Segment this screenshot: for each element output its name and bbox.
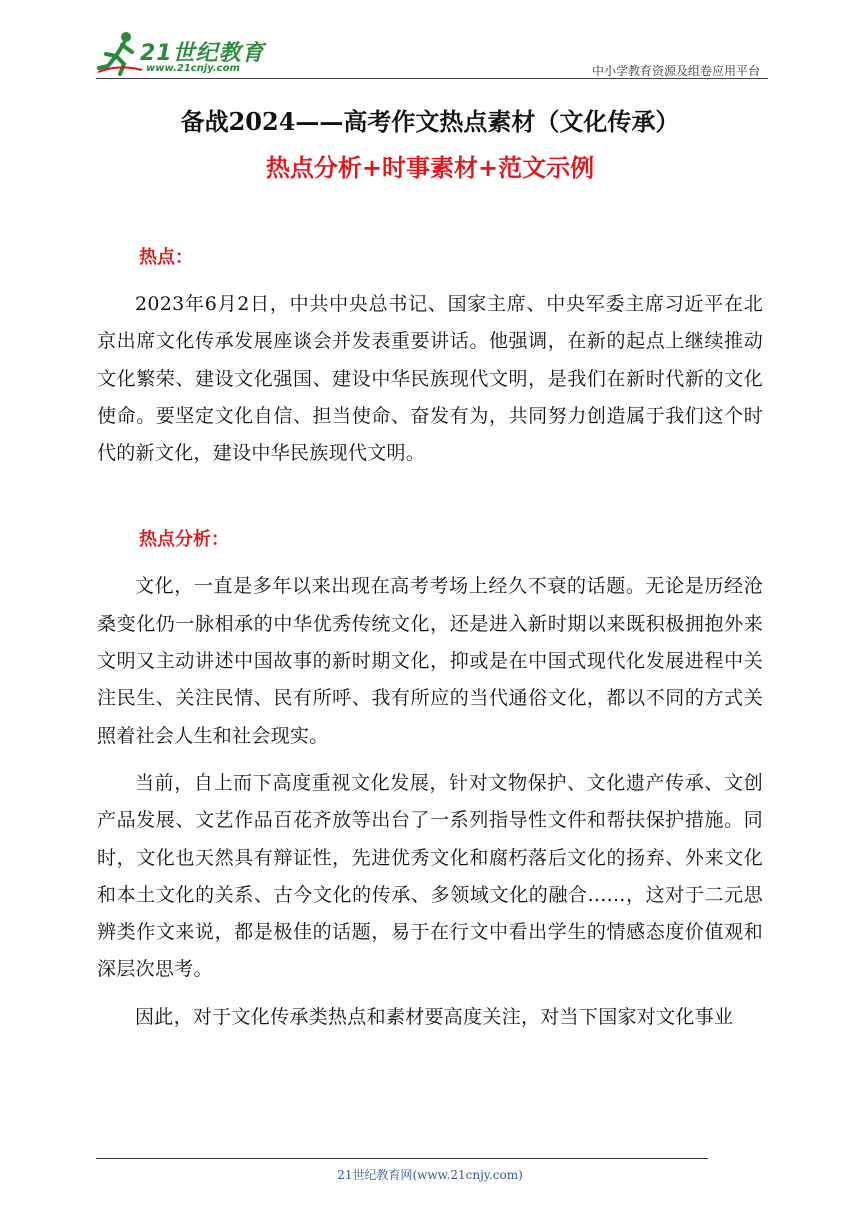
footer-link[interactable]: 21世纪教育网(www.21cnjy.com)	[337, 1168, 523, 1182]
paragraph: 文化，一直是多年以来出现在高考考场上经久不衰的话题。无论是历经沧桑变化仍一脉相承的中华优秀传统文化，还是进入新时期以来既积极拥抱外来文明又主动讲述中国故事的新时期文化，抑或是在中国式现代化发展进程中关注民生、关注民情、民有所呼、我有所应的当代通俗文化，都以不同的方式关照着社会人生和社会现实。	[97, 575, 763, 747]
logo-text: 21世纪教育	[140, 41, 265, 66]
paragraph: 2023年6月2日，中共中央总书记、国家主席、中央军委主席习近平在北京出席文化传承发展座谈会并发表重要讲话。他强调，在新的起点上继续推动文化繁荣、建设文化强国、建设中华民族现代文明，是我们在新时代新的文化使命。要坚定文化自信、担当使命、奋发有为，共同努力创造属于我们这个时代的新文化，建设中华民族现代文明。	[97, 293, 763, 465]
document-body	[97, 240, 763, 1046]
page-header	[96, 30, 768, 80]
footer-divider	[96, 1158, 708, 1159]
logo	[96, 30, 266, 80]
header-divider	[96, 78, 768, 79]
header-platform-text: 中小学教育资源及组卷应用平台	[591, 64, 760, 78]
document-title: 备战2024——高考作文热点素材（文化传承）	[180, 107, 680, 136]
paragraph: 因此，对于文化传承类热点和素材要高度关注，对当下国家对文化事业	[135, 1005, 734, 1028]
section-heading-hotspot: 热点：	[139, 247, 193, 268]
runner-logo-icon	[96, 30, 144, 76]
logo-url: www.21cnjy.com	[146, 63, 240, 74]
paragraph: 当前，自上而下高度重视文化发展，针对文物保护、文化遗产传承、文创产品发展、文艺作品百花齐放等出台了一系列指导性文件和帮扶保护措施。同时，文化也天然具有辩证性，先进优秀文化和腐朽落后文化的扬弃、外来文化和本土文化的关系、古今文化的传承、多领域文化的融合......，这对于二元思辨类作文来说，都是极佳的话题，易于在行文中看出学生的情感态度价值观和深层次思考。	[97, 771, 763, 981]
section-heading-analysis: 热点分析：	[139, 529, 229, 551]
document-subtitle: 热点分析+时事素材+范文示例	[265, 153, 595, 182]
